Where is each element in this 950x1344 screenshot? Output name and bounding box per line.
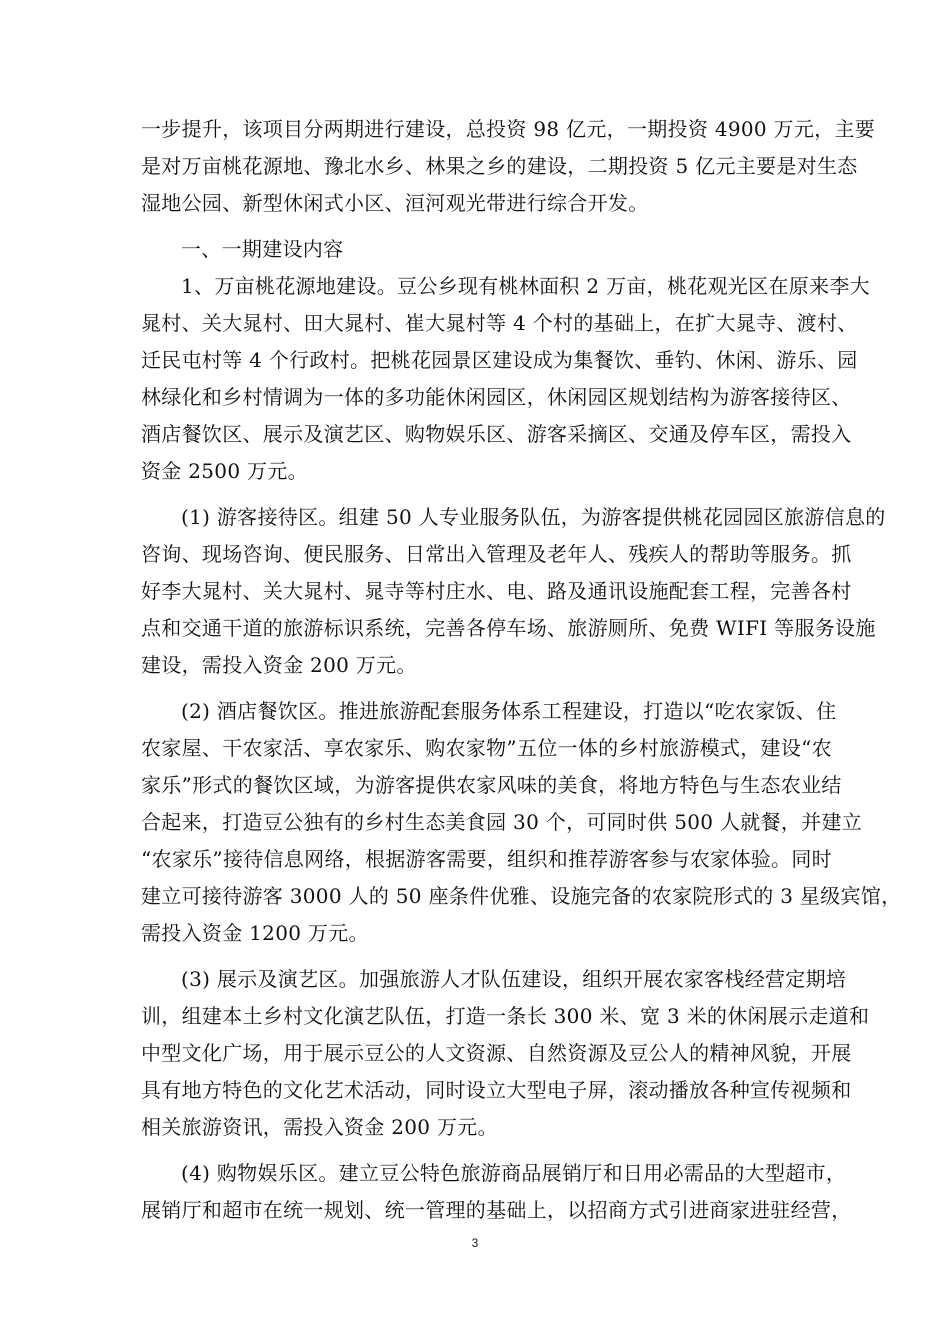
text-line: 合起来，打造豆公独有的乡村生态美食园 30 个，可同时供 500 人就餐，并建立 [141,810,863,834]
text-line: 是对万亩桃花源地、豫北水乡、林果之乡的建设，二期投资 5 亿元主要是对生态 [141,154,858,178]
text-line: 农家屋、干农家活、享农家乐、购农家物”五位一体的乡村旅游模式，建设“农 [141,736,832,760]
text-line: 林绿化和乡村情调为一体的多功能休闲园区，休闲园区规划结构为游客接待区、 [141,385,852,409]
text-line: “农家乐”接待信息网络，根据游客需要，组织和推荐游客参与农家体验。同时 [141,847,832,871]
text-line: 一步提升，该项目分两期进行建设，总投资 98 亿元，一期投资 4900 万元，主要 [141,117,876,141]
text-line: 建立可接待游客 3000 人的 50 座条件优雅、设施完备的农家院形式的 3 星级宾馆， [141,884,902,908]
text-line: 资金 2500 万元。 [141,459,308,483]
text-line: 好李大晁村、关大晁村、晁寺等村庄水、电、路及通讯设施配套工程，完善各村 [141,579,852,603]
text-line: 晁村、关大晁村、田大晁村、崔大晁村等 4 个村的基础上，在扩大晁寺、渡村、 [141,311,858,335]
text-line: 点和交通干道的旅游标识系统，完善各停车场、旅游厕所、免费 WIFI 等服务设施 [141,616,876,640]
text-line: 咨询、现场咨询、便民服务、日常出入管理及老年人、残疾人的帮助等服务。抓 [141,542,852,566]
paragraph-first-line: (3) 展示及演艺区。加强旅游人才队伍建设，组织开展农家客栈经营定期培 [181,967,847,991]
text-line: 家乐”形式的餐饮区域，为游客提供农家风味的美食，将地方特色与生态农业结 [141,773,842,797]
paragraph-first-line: (4) 购物娱乐区。建立豆公特色旅游商品展销厅和日用必需品的大型超市， [181,1161,847,1185]
text-line: 相关旅游资讯，需投入资金 200 万元。 [141,1115,498,1139]
paragraph-first-line: (2) 酒店餐饮区。推进旅游配套服务体系工程建设，打造以“吃农家饭、住 [181,699,837,723]
text-line: 迁民屯村等 4 个行政村。把桃花园景区建设成为集餐饮、垂钓、休闲、游乐、园 [141,348,858,372]
text-line: 具有地方特色的文化艺术活动，同时设立大型电子屏，滚动播放各种宣传视频和 [141,1078,852,1102]
text-line: 建设，需投入资金 200 万元。 [141,653,417,677]
paragraph-first-line: (1) 游客接待区。组建 50 人专业服务队伍，为游客提供桃花园园区旅游信息的 [181,505,886,529]
text-line: 中型文化广场，用于展示豆公的人文资源、自然资源及豆公人的精神风貌，开展 [141,1041,852,1065]
text-line: 训，组建本土乡村文化演艺队伍，打造一条长 300 米、宽 3 米的休闲展示走道和 [141,1004,870,1028]
page-number: 3 [471,1236,479,1250]
text-line: 展销厅和超市在统一规划、统一管理的基础上，以招商方式引进商家进驻经营， [141,1198,852,1222]
text-line: 酒店餐饮区、展示及演艺区、购物娱乐区、游客采摘区、交通及停车区，需投入 [141,422,852,446]
text-line: 湿地公园、新型休闲式小区、洹河观光带进行综合开发。 [141,191,649,215]
paragraph-first-line: 一、一期建设内容 [181,237,344,261]
paragraph-first-line: 1、万亩桃花源地建设。豆公乡现有桃林面积 2 万亩，桃花观光区在原来李大 [181,274,870,298]
text-line: 需投入资金 1200 万元。 [141,921,369,945]
